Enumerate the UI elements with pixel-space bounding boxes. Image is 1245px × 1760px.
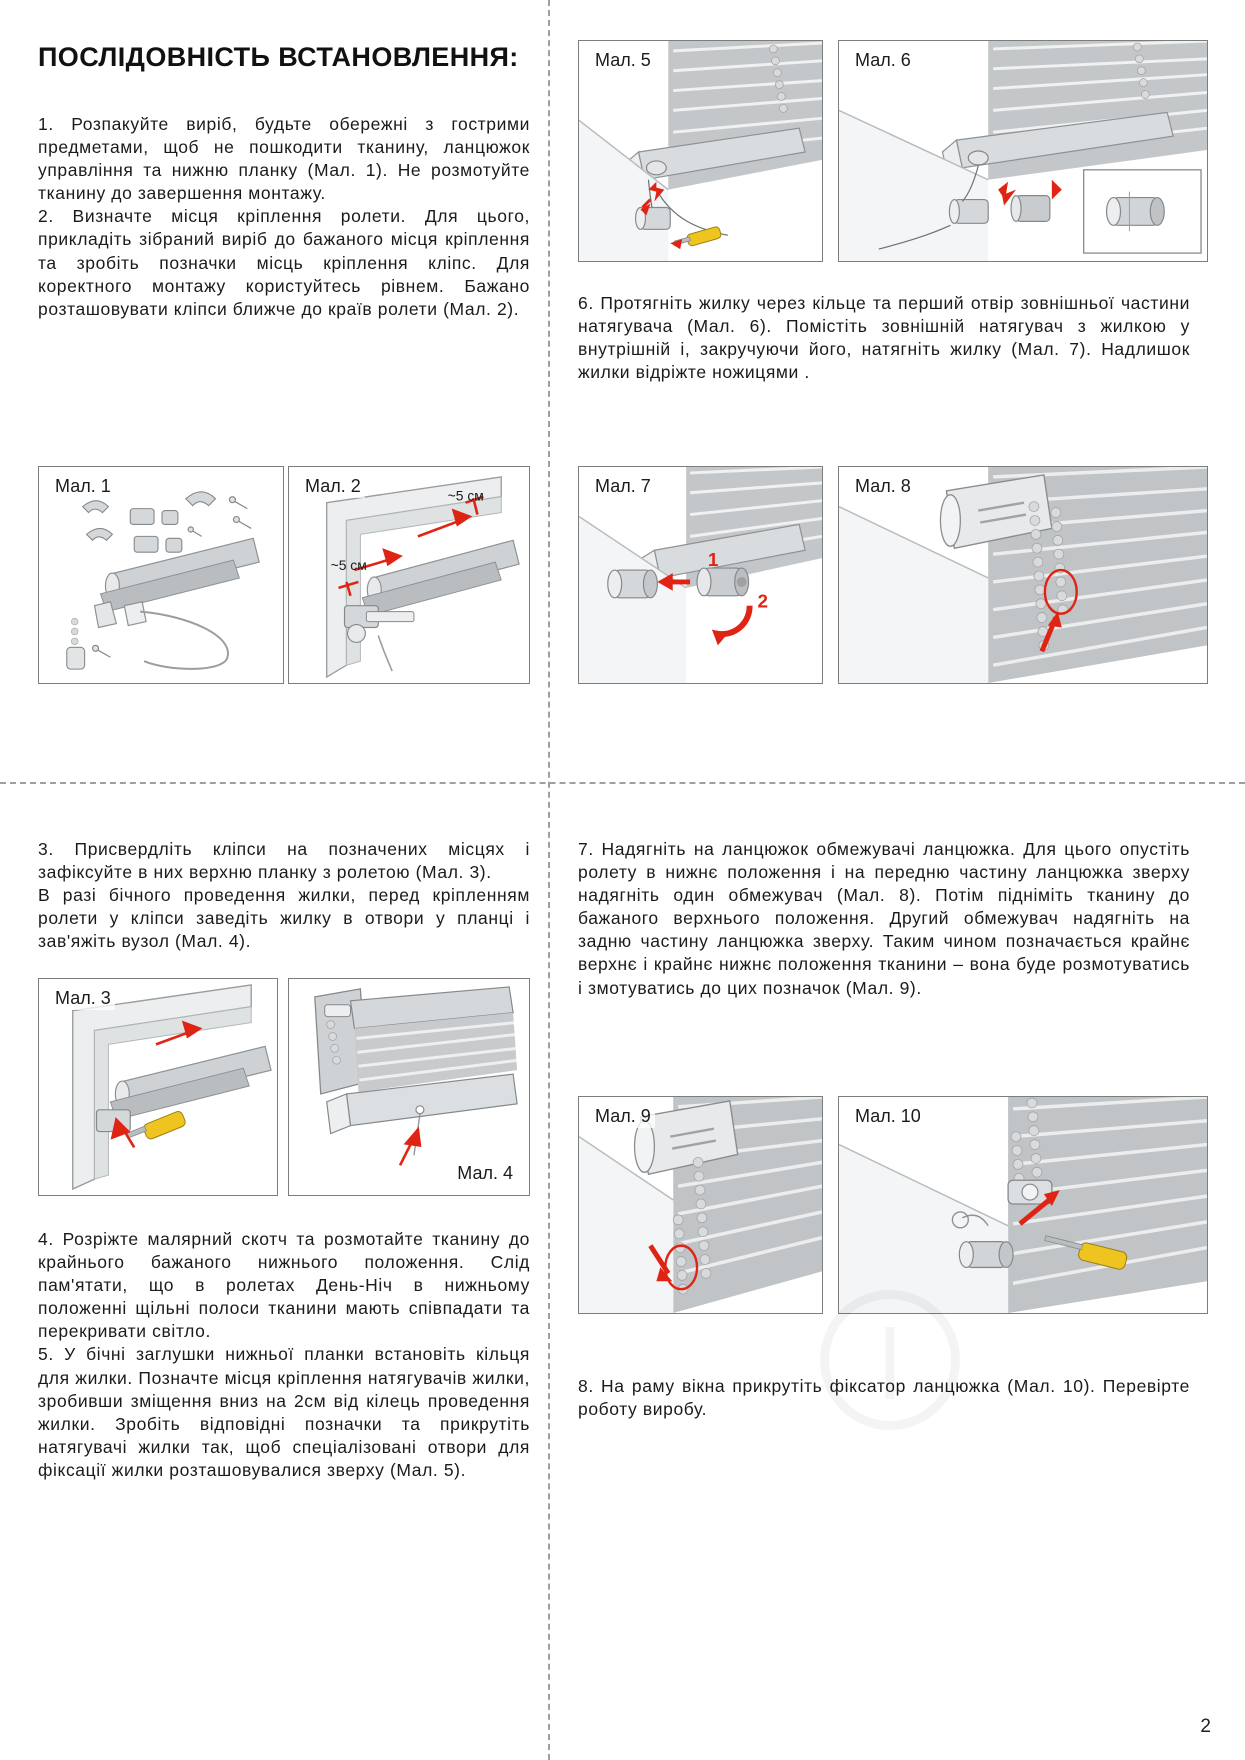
figure-7-caption: Мал. 7	[591, 475, 655, 498]
figure-5-illustration	[579, 41, 822, 261]
vertical-divider	[548, 0, 550, 1760]
paragraph-5: 5. У бічні заглушки нижньої планки встановіть кільця для жилки. Позначте місця кріплення натягувачів жилки, зробивши зміщення вниз на 2см від кілець проведення жилки. Зробіть відповідні позначки та прикрутіть натягувачі жилки так, щоб спеціалізовані отвори для фіксації жилки розташовувалися зверху (Мал. 5).	[38, 1344, 530, 1480]
figure-mal-3	[38, 978, 278, 1196]
figure-mal-2	[288, 466, 530, 684]
left-column-middle	[38, 838, 530, 953]
figure-mal-1	[38, 466, 284, 684]
left-column-top	[38, 42, 530, 321]
svg-text:1: 1	[707, 549, 719, 571]
figure-mal-10	[838, 1096, 1208, 1314]
figure-10-caption: Мал. 10	[851, 1105, 925, 1128]
figure-8-caption: Мал. 8	[851, 475, 915, 498]
paragraph-2: 2. Визначте місця кріплення ролети. Для цього, прикладіть зібраний виріб до бажаного місця кріплення та зробіть позначки місць кріплення кліпс. Для коректного монтажу користуйтесь рівнем. Бажано розташовувати кліпси ближче до країв ролети (Мал. 2).	[38, 206, 530, 319]
figure-6-caption: Мал. 6	[851, 49, 915, 72]
paragraph-1: 1. Розпакуйте виріб, будьте обережні з гострими предметами, щоб не пошкодити тканину, ланцюжок управління та нижню планку (Мал. 1). Не розмотуйте тканину до завершення монтажу.	[38, 114, 530, 204]
paragraph-3b: В разі бічного проведення жилки, перед кріпленням ролети у кліпси заведіть жилку в отвори у планці і зав'яжіть вузол (Мал. 4).	[38, 885, 530, 952]
left-column-bottom	[38, 1228, 530, 1482]
figure-mal-5	[578, 40, 823, 262]
figure-mal-6	[838, 40, 1208, 262]
page-number: 2	[1200, 1716, 1211, 1737]
figure-3-caption: Мал. 3	[51, 987, 115, 1010]
figure-4-caption: Мал. 4	[453, 1162, 517, 1185]
right-column-para7	[578, 838, 1190, 1000]
figure-9-illustration	[579, 1097, 822, 1313]
figure-6-illustration	[839, 41, 1207, 261]
svg-text:2: 2	[757, 590, 769, 612]
svg-text:~5 см: ~5 см	[330, 557, 367, 574]
paragraph-6: 6. Протягніть жилку через кільце та перший отвір зовнішньої частини натягувача (Мал. 6). Помістіть зовнішній натягувач з жилкою у внутрішній і, закручуючи його, натягніть жилку (Мал. 7). Надлишок жилки відріжте ножицями .	[578, 293, 1190, 383]
figure-mal-7	[578, 466, 823, 684]
page-title: ПОСЛІДОВНІСТЬ ВСТАНОВЛЕННЯ:	[38, 42, 519, 72]
figure-3-illustration	[39, 979, 277, 1195]
figure-8-illustration	[839, 467, 1207, 683]
paragraph-3: 3. Присвердліть кліпси на позначених місцях і зафіксуйте в них верхню планку з ролетою (Мал. 3).	[38, 839, 530, 883]
paragraph-8: 8. На раму вікна прикрутіть фіксатор ланцюжка (Мал. 10). Перевірте роботу виробу.	[578, 1376, 1190, 1420]
figure-7-illustration	[579, 467, 822, 683]
figure-10-illustration	[839, 1097, 1207, 1313]
watermark-logo	[820, 1290, 960, 1430]
figure-2-illustration	[289, 467, 529, 683]
figure-1-caption: Мал. 1	[51, 475, 115, 498]
svg-text:~5 см: ~5 см	[447, 487, 484, 504]
paragraph-4: 4. Розріжте малярний скотч та розмотайте тканину до крайнього бажаного нижнього положення. Слід пам'ятати, що в ролетах День-Ніч в нижньому положенні щільні полоси тканини мають співпадати та перекривати світло.	[38, 1229, 530, 1342]
figure-mal-9	[578, 1096, 823, 1314]
paragraph-7: 7. Надягніть на ланцюжок обмежувачі ланцюжка. Для цього опустіть ролету в нижнє положення і на передню частину ланцюжка зверху надягніть один обмежувач (Мал. 8). Потім підніміть тканину до бажаного верхнього положення. Другий обмежувач надягніть на задню частину ланцюжка зверху. Таким чином позначається крайнє верхнє і крайнє нижнє положення тканини – вона буде розмотуватись і змотуватись до цих позначок (Мал. 9).	[578, 839, 1190, 998]
figure-5-caption: Мал. 5	[591, 49, 655, 72]
figure-9-caption: Мал. 9	[591, 1105, 655, 1128]
horizontal-divider	[0, 782, 1245, 784]
figure-mal-4	[288, 978, 530, 1196]
figure-1-illustration	[39, 467, 283, 683]
right-column-para6	[578, 292, 1190, 384]
figure-2-caption: Мал. 2	[301, 475, 365, 498]
figure-mal-8	[838, 466, 1208, 684]
